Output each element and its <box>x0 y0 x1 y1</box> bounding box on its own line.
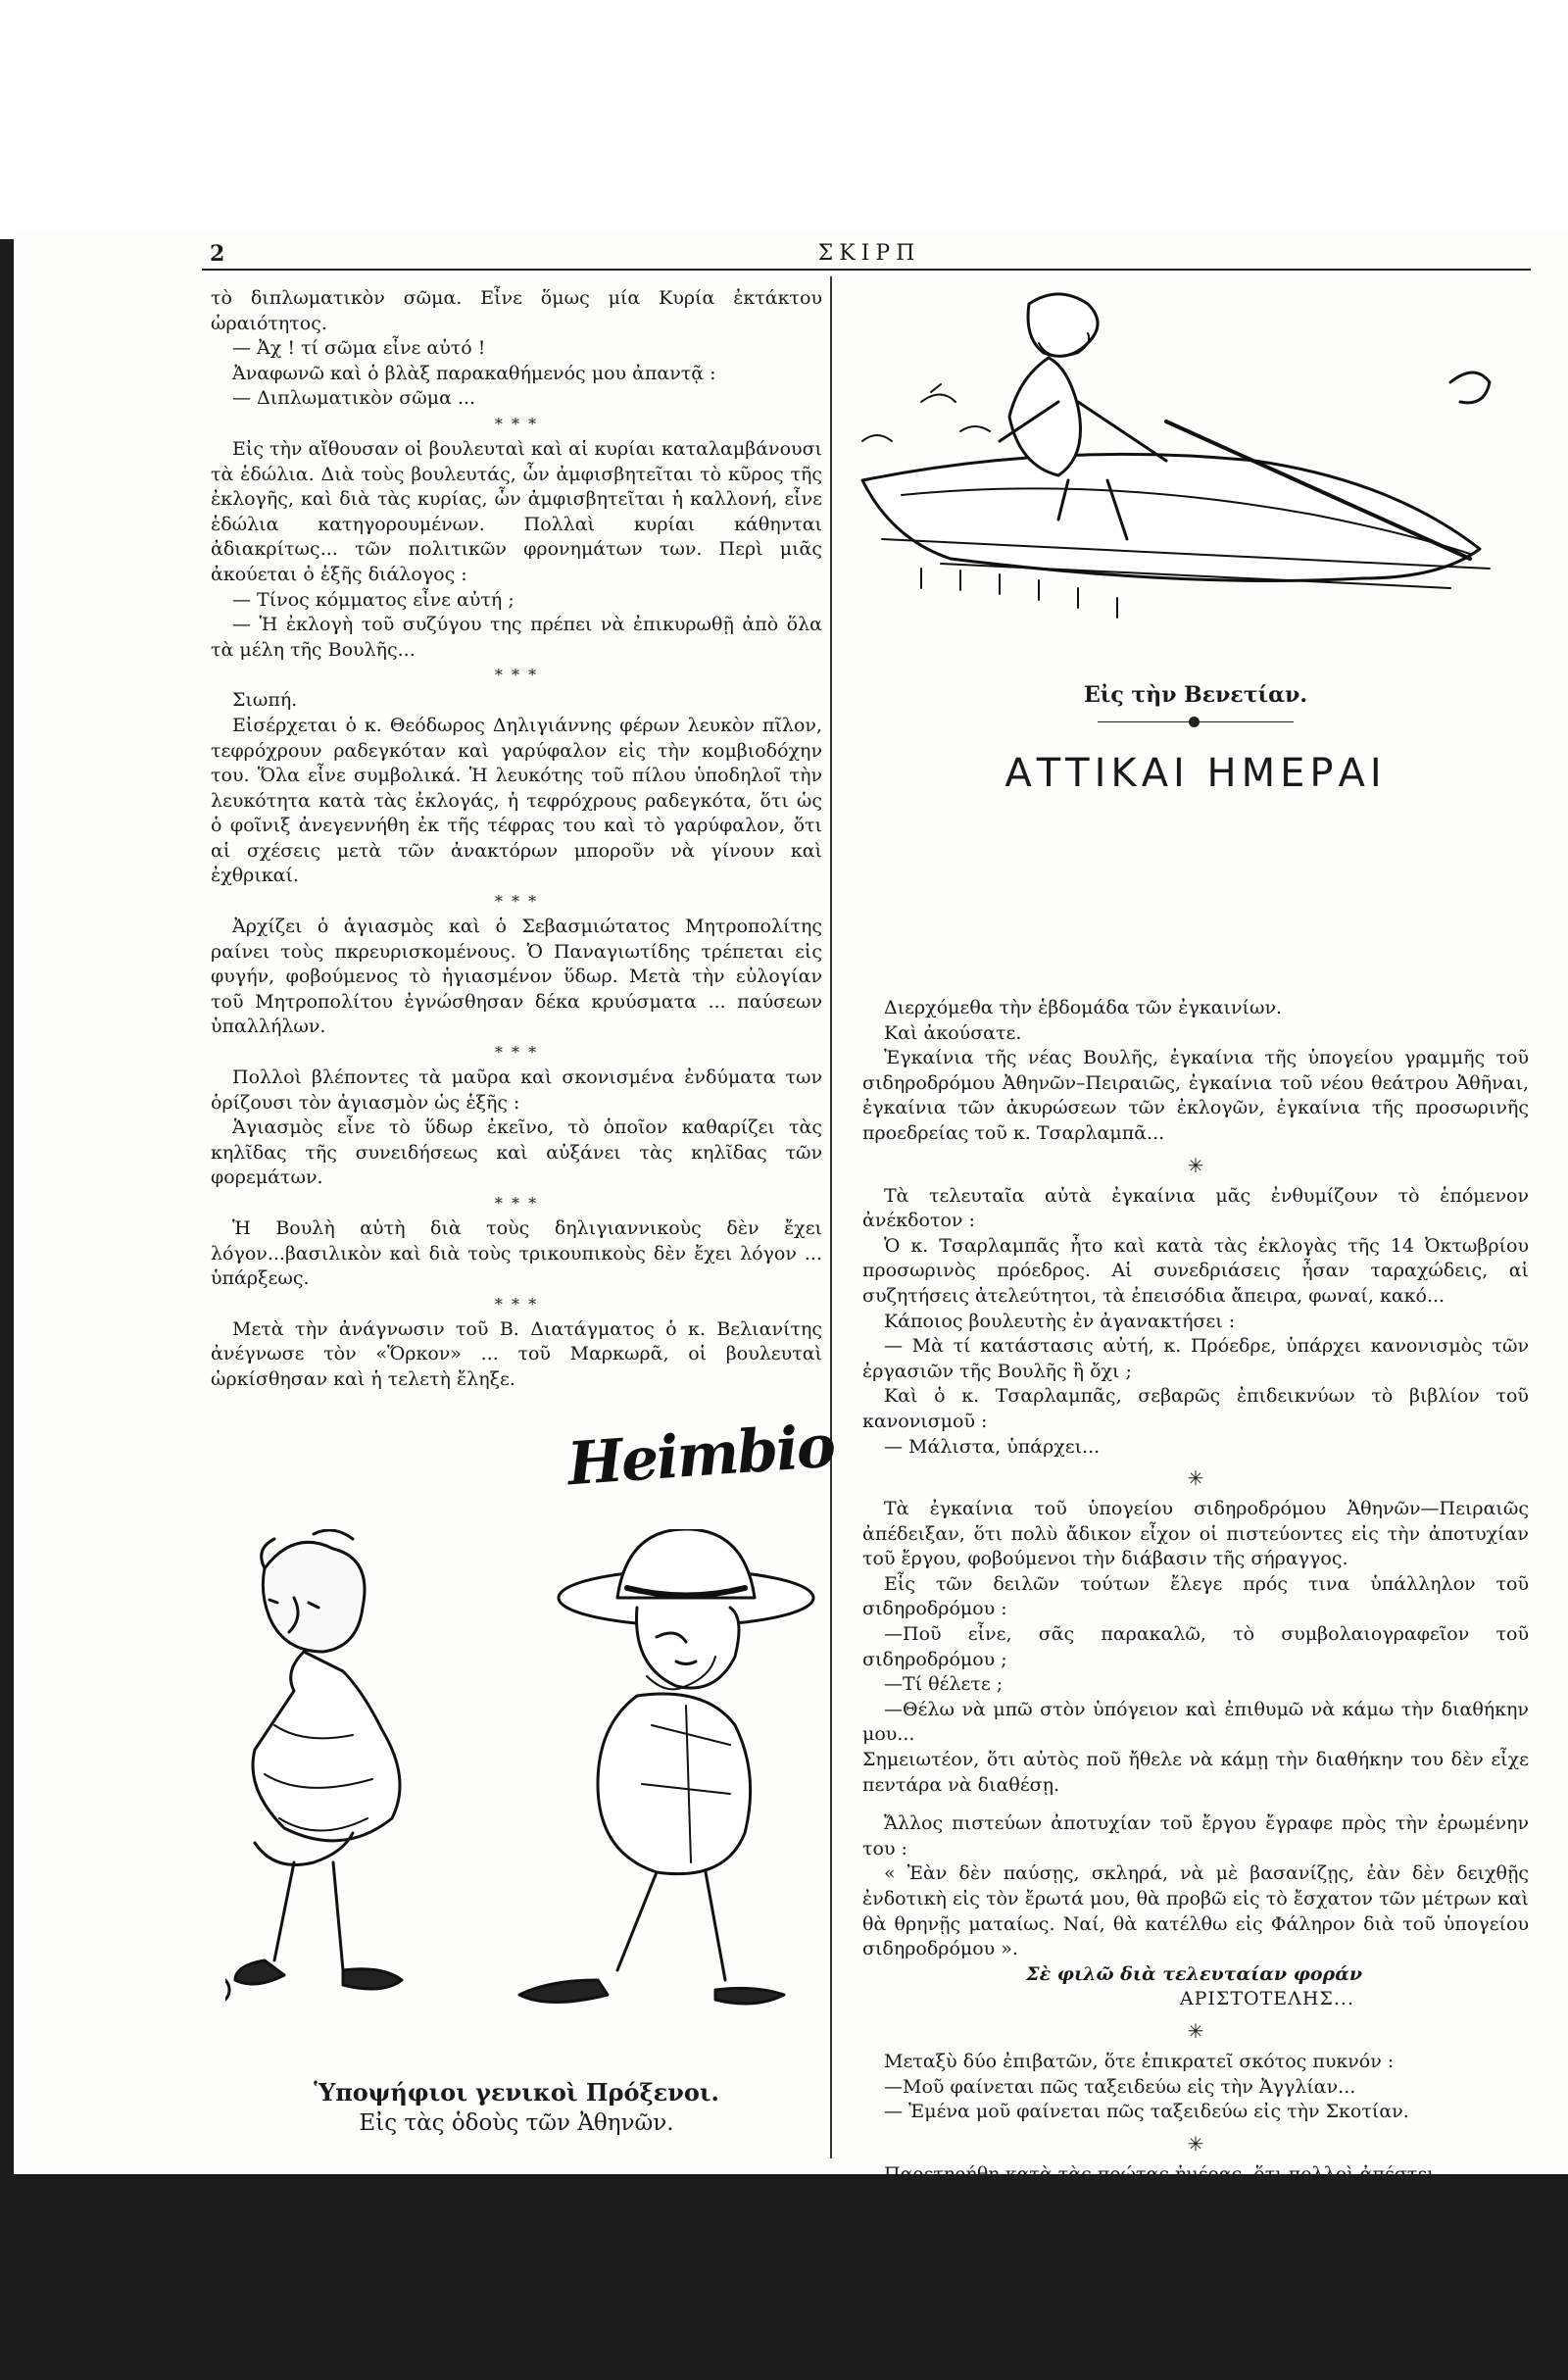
paragraph: Ἀναφωνῶ καὶ ὁ βλὰξ παρακαθήμενός μου ἀπαντᾷ : <box>232 362 716 384</box>
paragraph: —Ποῦ εἶνε, σᾶς παρακαλῶ, τὸ συμβολαιογραφεῖον τοῦ σιδηροδρόμου ; <box>862 1623 1529 1670</box>
letter-signature: ΑΡΙΣΤΟΤΕΛΗΣ... <box>1179 1988 1354 2010</box>
paragraph: Μετὰ τὴν ἀνάγνωσιν τοῦ Β. Διατάγματος ὁ κ. Βελιανίτης ἀνέγνωσε τὸν «Ὅρκον» ... τοῦ Μαρκωρᾶ, οἱ βουλευταὶ ὡρκίσθησαν καὶ ἡ τελετὴ ἔληξε. <box>211 1317 822 1390</box>
paragraph: Εἰσέρχεται ὁ κ. Θεόδωρος Δηλιγιάννης φέρων λευκὸν πῖλον, τεφρόχρουν ραδεγκόταν καὶ γαρύφαλον εἰς τὴν κομβιοδόχην του. Ὅλα εἶνε συμβολικά. Ἡ λευκότης τοῦ πίλου ὑποδηλοῖ τὴν λευκότητα κατὰ τὰς ἐκλογάς, ἡ τεφρόχρους ραδεγκότα, ὅτι ὡς ὁ φοῖνιξ ἀνεγεννήθη ἐκ τῆς τέφρας του καὶ τὸ γαρύφαλον, ὅτι αἱ σχέσεις μετὰ τῶν ἀνακτόρων μποροῦν νὰ γίνουν καὶ ἐχθρικαί. <box>211 714 822 887</box>
paragraph: Σιωπή. <box>232 689 298 712</box>
paragraph: Εἷς τῶν δειλῶν τούτων ἔλεγε πρός τινα ὑπάλληλον τοῦ σιδηροδρόμου : <box>862 1572 1529 1620</box>
paragraph: — Ἡ ἐκλογὴ τοῦ συζύγου της πρέπει νὰ ἐπικυρωθῇ ἀπὸ ὅλα τὰ μέλη τῆς Βουλῆς... <box>211 614 822 661</box>
cartoon-caption-title: Ὑποψήφιοι γενικοὶ Πρόξενοι. <box>314 2078 719 2107</box>
separator-ornament: ✳ <box>1187 2018 1204 2043</box>
asterism: * * * <box>494 1294 539 1314</box>
separator-ornament: ✳ <box>1187 1466 1204 1491</box>
paragraph: — Ἐμένα μοῦ φαίνεται πῶς ταξειδεύω εἰς τὴν Σκοτίαν. <box>884 2101 1409 2123</box>
paragraph: Ἁγιασμὸς εἶνε τὸ ὕδωρ ἐκεῖνο, τὸ ὁποῖον καθαρίζει τὰς κηλῖδας τῆς συνειδήσεως καὶ αὐξάνει τὰς κηλῖδας τῶν φορεμάτων. <box>211 1116 822 1189</box>
paragraph: — Διπλωματικὸν σῶμα ... <box>232 387 476 410</box>
cartoon-caption-venice: Εἰς τὴν Βενετίαν. <box>1083 682 1308 708</box>
separator-ornament: ✳ <box>1187 2131 1204 2156</box>
header-rule <box>202 269 1531 271</box>
artist-signature: Heimbio <box>564 1412 837 1500</box>
scan-border-left <box>0 239 14 2174</box>
page-number: 2 <box>210 241 225 267</box>
paragraph: Ἄλλος πιστεύων ἀποτυχίαν τοῦ ἔργου ἔγραφε πρὸς τὴν ἐρωμένην του : <box>862 1812 1529 1859</box>
running-header <box>210 241 1529 269</box>
paragraph: Καὶ ἀκούσατε. <box>884 1021 1022 1044</box>
paragraph: Κάποιος βουλευτὴς ἐν ἀγανακτήσει : <box>884 1310 1236 1332</box>
separator-ornament: ✳ <box>1187 1153 1204 1177</box>
letter-closing: Σὲ φιλῶ διὰ τελευταίαν φοράν <box>1026 1962 1362 1985</box>
paragraph: Ἡ Βουλὴ αὐτὴ διὰ τοὺς δηλιγιαννικοὺς δὲν ἔχει λόγον...βασιλικὸν καὶ διὰ τοὺς τρικουπικοὺς δὲν ἔχει λόγον ... ὑπάρξεως. <box>211 1217 822 1290</box>
paragraph: Σημειωτέον, ὅτι αὐτὸς ποῦ ἤθελε νὰ κάμῃ τὴν διαθήκην του δὲν εἶχε πεντάρα νὰ διαθέσῃ. <box>862 1749 1529 1796</box>
section-heading: ΑΤΤΙΚΑΙ ΗΜΕΡΑΙ <box>1004 751 1387 796</box>
cartoon-caption-subtitle: Εἰς τὰς ὁδοὺς τῶν Ἀθηνῶν. <box>359 2110 674 2136</box>
paragraph: Ἐγκαίνια τῆς νέας Βουλῆς, ἐγκαίνια τῆς ὑπογείου γραμμῆς τοῦ σιδηροδρόμου Ἀθηνῶν–Πειραιῶς, ἐγκαίνια τοῦ νέου θεάτρου Ἀθῆναι, ἐγκαίνια τῶν ἀκυρώσεων τῶν ἐκλογῶν, ἐγκαίνια τῆς προσωρινῆς προεδρείας τοῦ κ. Τσαρλαμπᾶ... <box>862 1047 1529 1144</box>
paragraph: —Θέλω νὰ μπῶ στὸν ὑπόγειον καὶ ἐπιθυμῶ νὰ κάμω τὴν διαθήκην μου... <box>862 1698 1529 1746</box>
paragraph: Πολλοὶ βλέποντες τὰ μαῦρα καὶ σκονισμένα ἐνδύματα των ὁρίζουσι τὸν ἁγιασμὸν ὡς ἑξῆς : <box>211 1066 822 1114</box>
paragraph: Καὶ ὁ κ. Τσαρλαμπᾶς, σεβαρῶς ἐπιδεικνύων τὸ βιβλίον τοῦ κανονισμοῦ : <box>862 1385 1529 1432</box>
scan-border-bottom <box>0 2174 1568 2380</box>
paragraph: Ἀρχίζει ὁ ἁγιασμὸς καὶ ὁ Σεβασμιώτατος Μητροπολίτης ραίνει τοὺς πκρευρισκομένους. Ὁ Παναγιωτίδης τρέπεται εἰς φυγήν, φοβούμενος τὸ ἡγιασμένον ὕδωρ. Μετὰ τὴν εὐλογίαν τοῦ Μητροπολίτου ἐγνώσθησαν δέκα κρυύσματα ... παύσεων ὑπαλλήλων. <box>211 916 822 1038</box>
paragraph: Εἰς τὴν αἴθουσαν οἱ βουλευταὶ καὶ αἱ κυρίαι καταλαμβάνουσι τὰ ἑδώλια. Διὰ τοὺς βουλευτάς, ὧν ἀμφισβητεῖται τὸ κῦρος τῆς ἐκλογῆς, καὶ διὰ τὰς κυρίας, ὧν ἀμφισβητεῖται ἡ καλλονή, εἶνε ἑδώλια κατηγορουμένων. Πολλαὶ κυρίαι κάθηνται ἀδιακρίτως... τῶν πολιτικῶν φρονημάτων των. Περὶ μιᾶς ἀκούεται ὁ ἑξῆς διάλογος : <box>211 437 822 585</box>
paragraph: — Ἀχ ! τί σῶμα εἶνε αὐτό ! <box>232 337 486 360</box>
asterism: * * * <box>494 1043 539 1063</box>
right-column <box>862 996 1529 2187</box>
paragraph: « Ἐὰν δὲν παύσῃς, σκληρά, νὰ μὲ βασανίζῃς, ἐὰν δὲν δειχθῇς ἐνδοτικὴ εἰς τὸν ἔρωτά μου, θὰ προβῶ εἰς τὸ ἔσχατον τῶν μέτρων καὶ θὰ θρηνῇς ματαίως. Ναί, θὰ κατέλθω εἰς Φάληρον διὰ τοῦ ὑπογείου σιδηροδρόμου ». <box>862 1862 1529 1960</box>
ornament-dot <box>1189 717 1200 727</box>
asterism: * * * <box>494 892 539 912</box>
left-column <box>211 286 822 1393</box>
newspaper-title: ΣΚΙΡΠ <box>817 241 921 266</box>
paragraph: Τὰ ἐγκαίνια τοῦ ὑπογείου σιδηροδρόμου Ἀθηνῶν—Πειραιῶς ἀπέδειξαν, ὅτι πολὺ ἄδικον εἶχον οἱ πιστεύοντες εἰς τὴν ἀποτυχίαν τοῦ ἔργου, φοβούμενοι τὴν διάβασιν τῆς σήραγγος. <box>862 1498 1529 1570</box>
asterism: * * * <box>494 414 539 433</box>
paragraph: Τὰ τελευταῖα αὐτὰ ἐγκαίνια μᾶς ἐνθυμίζουν τὸ ἑπόμενον ἀνέκδοτον : <box>862 1184 1529 1232</box>
paragraph: Παρετηρήθη κατὰ τὰς πρώτας ἡμέρας, ὅτι πολλοὶ ἀπέστει— <box>884 2162 1453 2185</box>
paragraph: — Τίνος κόμματος εἶνε αὐτή ; <box>232 588 514 611</box>
asterism: * * * <box>494 1194 539 1213</box>
paragraph: —Μοῦ φαίνεται πῶς ταξειδεύω εἰς τὴν Ἀγγλίαν... <box>884 2075 1356 2098</box>
cartoon-consuls <box>225 1529 833 2058</box>
cartoon-venice-gondolier <box>843 284 1519 657</box>
paragraph: — Μάλιστα, ὑπάρχει... <box>884 1435 1101 1458</box>
paragraph: —Τί θέλετε ; <box>884 1673 1004 1696</box>
paragraph: Μεταξὺ δύο ἐπιβατῶν, ὅτε ἐπικρατεῖ σκότος πυκνόν : <box>884 2050 1395 2072</box>
paragraph: — Μὰ τί κατάστασις αὐτή, κ. Πρόεδρε, ὑπάρχει κανονισμὸς τῶν ἐργασιῶν τῆς Βουλῆς ἢ ὄχι ; <box>862 1335 1529 1382</box>
paragraph: Ὁ κ. Τσαρλαμπᾶς ἦτο καὶ κατὰ τὰς ἐκλογὰς τῆς 14 Ὀκτωβρίου προσωρινὸς πρόεδρος. Αἱ συνεδριάσεις ἦσαν ταραχώδεις, αἱ συζητήσεις ἀτελεύτητοι, τὰ ἐπεισόδια ἄπειρα, φωναί, κακό... <box>862 1234 1529 1307</box>
paragraph: Διερχόμεθα τὴν ἑβδομάδα τῶν ἐγκαινίων. <box>884 997 1283 1018</box>
asterism: * * * <box>494 666 539 685</box>
paragraph: τὸ διπλωματικὸν σῶμα. Εἶνε ὅμως μία Κυρία ἐκτάκτου ὡραιότητος. <box>211 287 822 334</box>
